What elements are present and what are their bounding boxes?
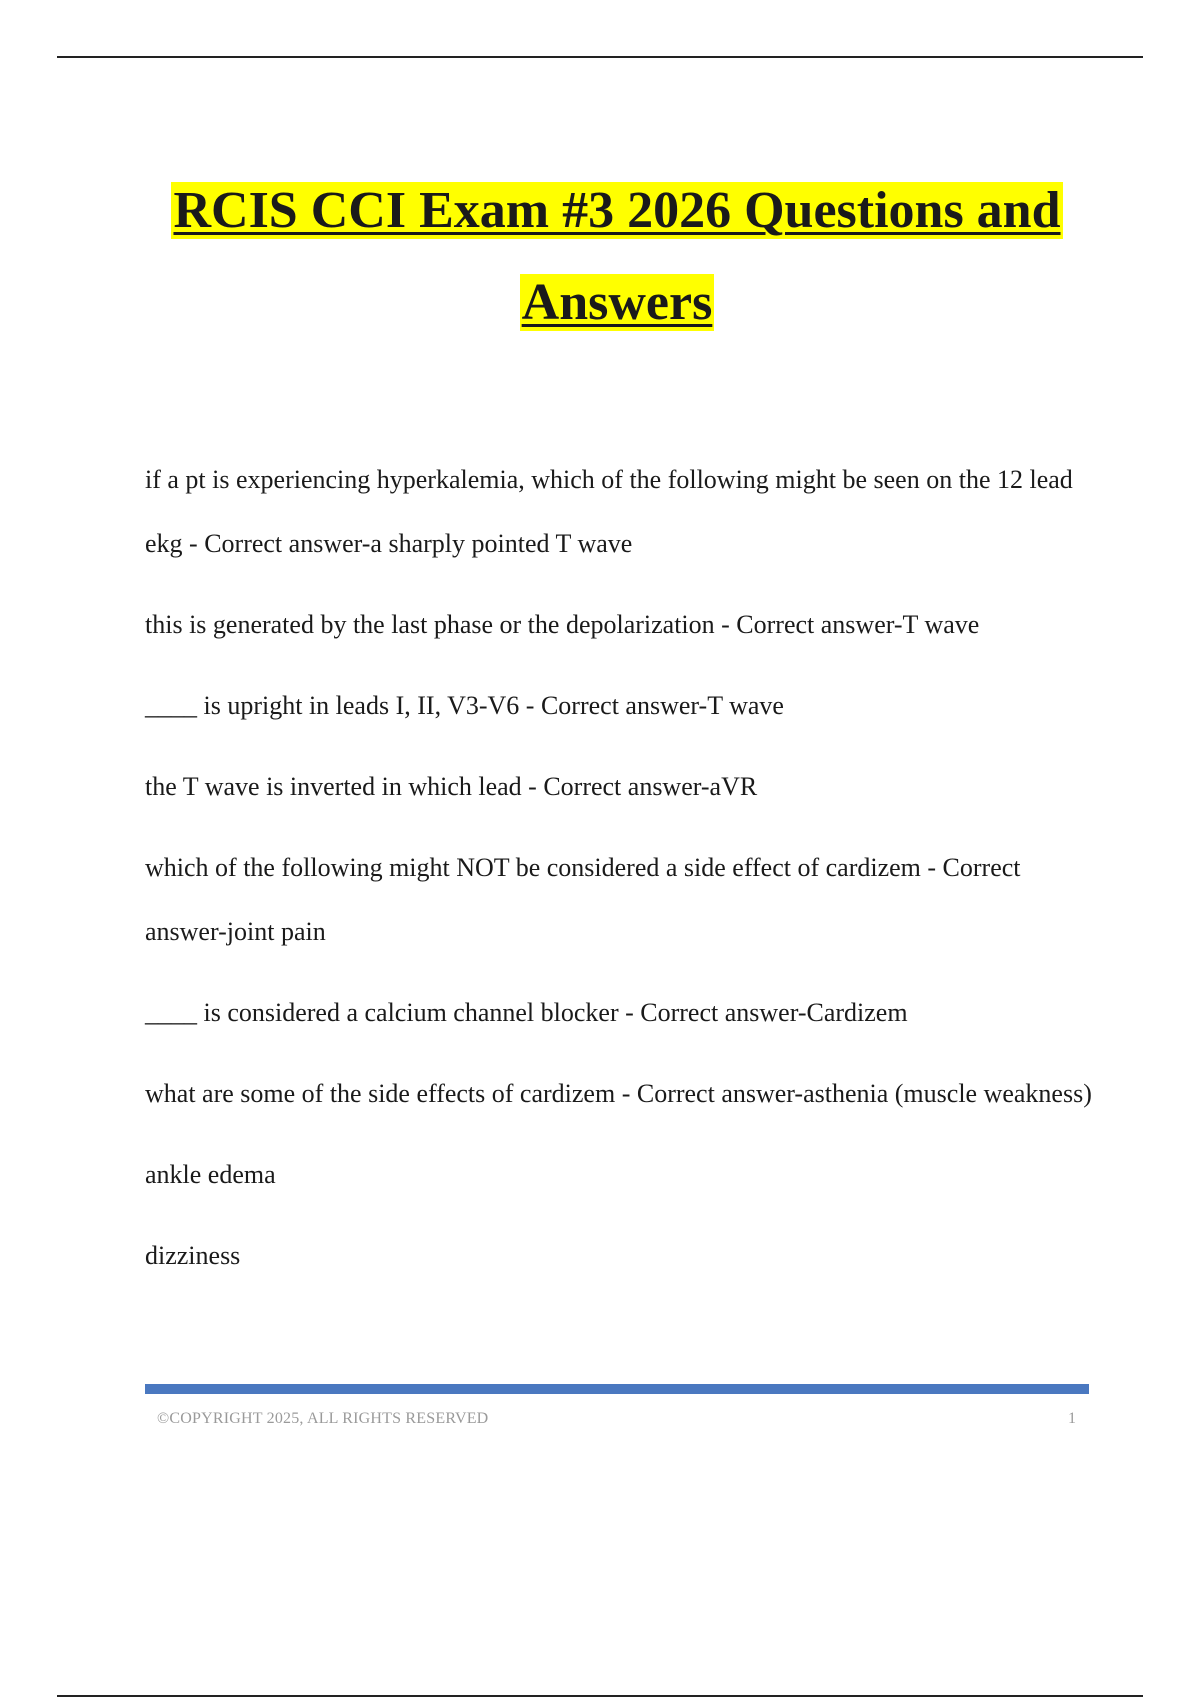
qa-item: if a pt is experiencing hyperkalemia, which of the following might be seen on the 12 lead ekg - Correct answer-a sharply pointed T wave <box>145 465 1073 558</box>
footer-copyright: ©COPYRIGHT 2025, ALL RIGHTS RESERVED <box>157 1410 489 1427</box>
qa-item: which of the following might NOT be considered a side effect of cardizem - Correct answer-joint pain <box>145 853 1021 946</box>
qa-item: this is generated by the last phase or the depolarization - Correct answer-T wave <box>145 610 980 639</box>
qa-item: what are some of the side effects of cardizem - Correct answer-asthenia (muscle weakness) <box>145 1079 1092 1108</box>
document-title-line-2: Answers <box>521 274 713 331</box>
header-rule <box>57 56 1143 58</box>
footer-bar <box>145 1384 1089 1394</box>
qa-item: ____ is considered a calcium channel blocker - Correct answer-Cardizem <box>145 998 908 1027</box>
bottom-rule <box>57 1695 1143 1697</box>
qa-item: the T wave is inverted in which lead - Correct answer-aVR <box>145 772 758 801</box>
qa-item: ____ is upright in leads I, II, V3-V6 - Correct answer-T wave <box>145 691 784 720</box>
qa-item: ankle edema <box>145 1160 276 1189</box>
document-title-continued <box>0 272 1200 334</box>
qa-list <box>145 448 1095 1305</box>
document-title-line-1: RCIS CCI Exam #3 2026 Questions and <box>173 182 1061 239</box>
qa-item: dizziness <box>145 1241 241 1270</box>
page-number: 1 <box>1068 1410 1076 1427</box>
document-title <box>0 180 1200 242</box>
